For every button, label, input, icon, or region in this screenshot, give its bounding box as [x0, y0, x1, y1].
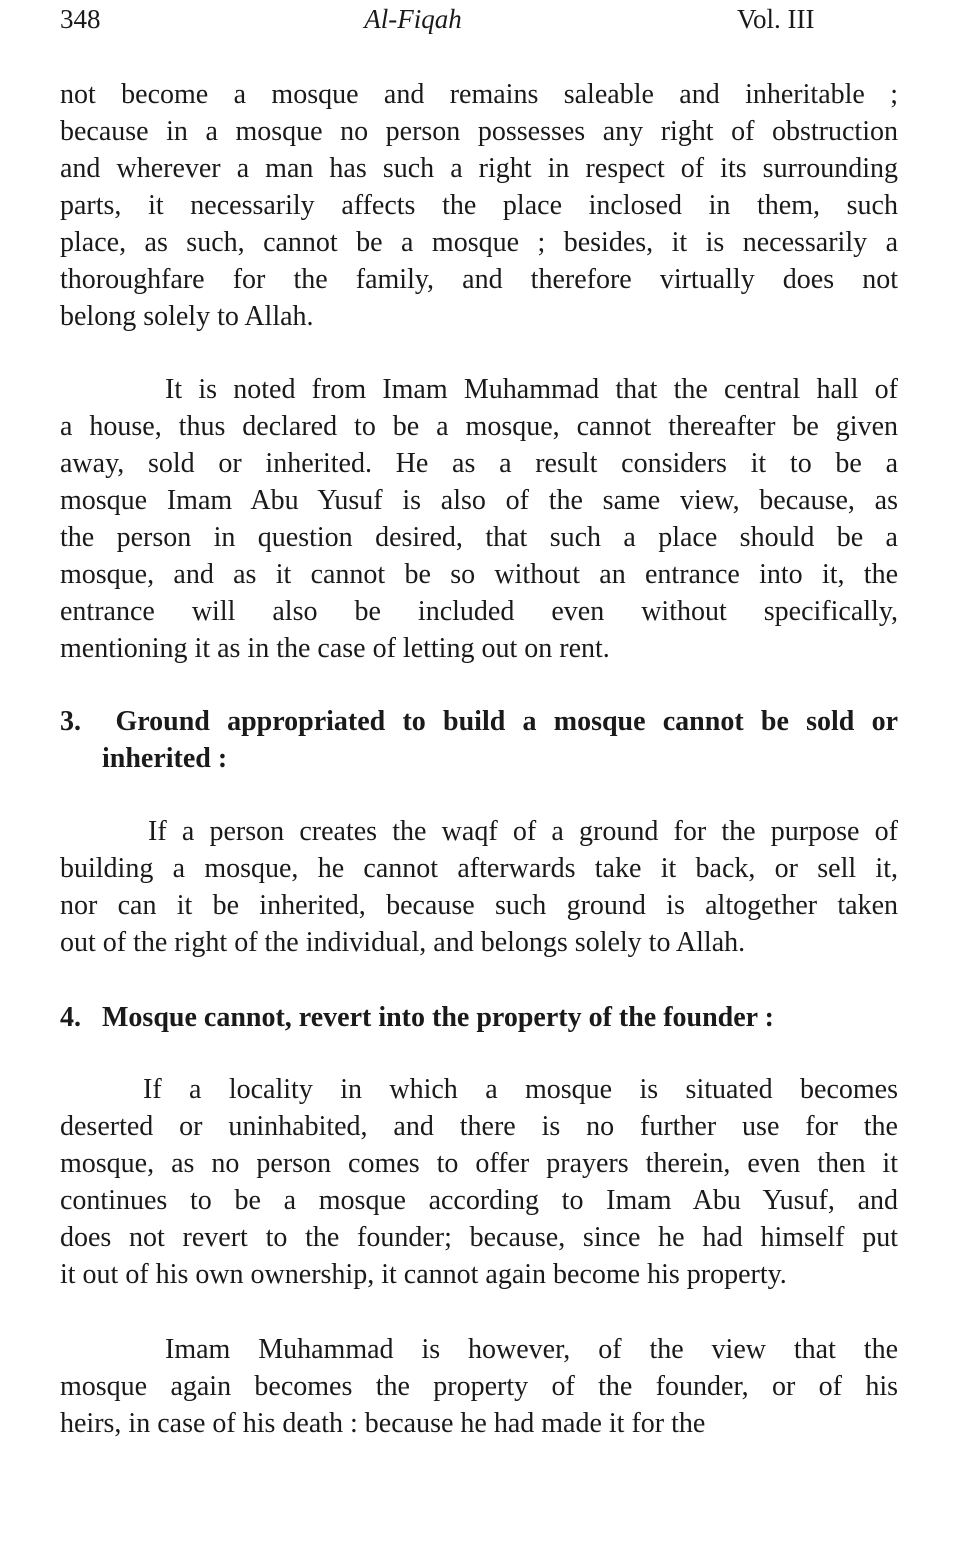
text-line: inherited :: [60, 743, 228, 774]
paragraph: [60, 76, 898, 335]
section-heading: [60, 999, 898, 1036]
text-line: mosque, as no person comes to offer prayers therein, even then it: [60, 1148, 898, 1179]
text-line: mosque Imam Abu Yusuf is also of the same view, because, as: [60, 485, 898, 516]
text-line: out of the right of the individual, and belongs solely to Allah.: [60, 927, 746, 958]
text-line: continues to be a mosque according to Imam Abu Yusuf, and: [60, 1185, 898, 1216]
text-line: Imam Muhammad is however, of the view that the: [165, 1334, 898, 1365]
text-line: because in a mosque no person possesses any right of obstruction: [60, 116, 898, 147]
text-line: place, as such, cannot be a mosque ; besides, it is necessarily a: [60, 227, 898, 258]
volume-label: Vol. III: [737, 4, 815, 34]
text-line: If a locality in which a mosque is situated becomes: [143, 1074, 898, 1105]
text-line: the person in question desired, that such a place should be a: [60, 522, 898, 553]
paragraph: [60, 813, 898, 961]
text-line: and wherever a man has such a right in respect of its surrounding: [60, 153, 898, 184]
text-line: a house, thus declared to be a mosque, cannot thereafter be given: [60, 411, 898, 442]
text-line: heirs, in case of his death : because he had made it for the: [60, 1408, 706, 1439]
text-line: away, sold or inherited. He as a result considers it to be a: [60, 448, 898, 479]
page-number: 348: [60, 4, 101, 34]
text-line: parts, it necessarily affects the place inclosed in them, such: [60, 190, 898, 221]
text-line: deserted or uninhabited, and there is no further use for the: [60, 1111, 898, 1142]
text-line: mosque again becomes the property of the founder, or of his: [60, 1371, 898, 1402]
section-heading: [60, 703, 898, 777]
text-line: 3. Ground appropriated to build a mosque cannot be sold or: [60, 706, 898, 737]
text-line: mentioning it as in the case of letting out on rent.: [60, 633, 610, 664]
text-line: thoroughfare for the family, and therefore virtually does not: [60, 264, 898, 295]
text-line: 4. Mosque cannot, revert into the property of the founder :: [60, 1002, 774, 1033]
text-line: mosque, and as it cannot be so without an entrance into it, the: [60, 559, 898, 590]
text-line: If a person creates the waqf of a ground for the purpose of: [148, 816, 898, 847]
text-line: not become a mosque and remains saleable and inheritable ;: [60, 79, 898, 110]
text-line: belong solely to Allah.: [60, 301, 314, 332]
paragraph: [60, 1071, 898, 1293]
paragraph: [60, 1331, 898, 1442]
text-line: entrance will also be included even without specifically,: [60, 596, 898, 627]
paragraph: [60, 371, 898, 667]
text-line: it out of his own ownership, it cannot again become his property.: [60, 1259, 787, 1290]
text-line: It is noted from Imam Muhammad that the central hall of: [165, 374, 898, 405]
text-line: nor can it be inherited, because such ground is altogether taken: [60, 890, 898, 921]
text-line: does not revert to the founder; because, since he had himself put: [60, 1222, 898, 1253]
text-line: building a mosque, he cannot afterwards take it back, or sell it,: [60, 853, 898, 884]
running-title: Al-Fiqah: [364, 4, 462, 34]
